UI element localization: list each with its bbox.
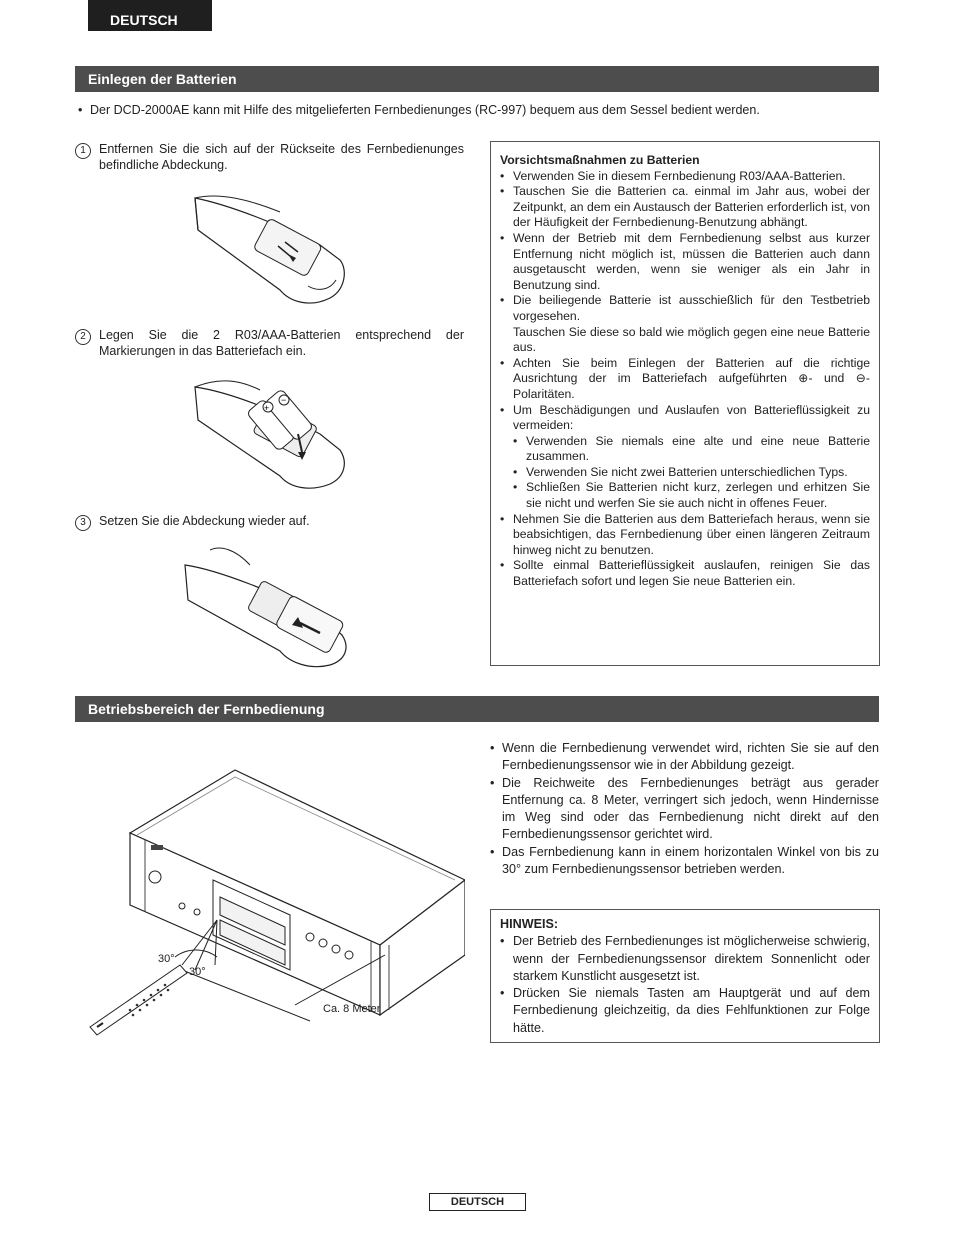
battery-insertion-illustration <box>190 372 345 497</box>
range-item: • Das Fernbedienung kann in einem horizontalen Winkel von bis zu 30° zum Fernbedienungssensor betrieben werden. <box>490 844 879 877</box>
caution-title: Vorsichtsmaßnahmen zu Batterien <box>500 153 700 167</box>
svg-text:−: − <box>281 395 287 405</box>
note-title: HINWEIS: <box>500 917 559 931</box>
cover-replacement-illustration <box>180 545 350 670</box>
caution-item: • Tauschen Sie die Batterien ca. einmal im Jahr aus, wobei der Zeitpunkt, an dem ein Austausch der Batterien erforderlich ist, von der Häufigkeit der Fernbedienung-Benutzung abhängt. <box>500 184 870 230</box>
caution-subitem: • Verwenden Sie nicht zwei Batterien unterschiedlichen Typs. <box>513 464 848 479</box>
step-2: 2 Legen Sie die 2 R03/AAA-Batterien entsprechend der Markierungen in das Batteriefach ein. <box>75 328 464 359</box>
remote-cover-removal-illustration <box>190 190 345 310</box>
step-number: 2 <box>75 329 91 345</box>
intro-paragraph: • Der DCD-2000AE kann mit Hilfe des mitgelieferten Fernbedienunges (RC-997) bequem aus dem Sessel bedient werden. <box>78 103 760 117</box>
angle-left-label: 30° <box>158 953 175 965</box>
caution-item: • Um Beschädigungen und Auslaufen von Batterieflüssigkeit zu vermeiden: <box>500 402 870 433</box>
note-box <box>490 909 880 1043</box>
angle-right-label: 30° <box>189 966 206 978</box>
step-number: 3 <box>75 515 91 531</box>
language-tab: DEUTSCH <box>88 0 212 31</box>
range-item: • Die Reichweite des Fernbedienunges beträgt aus gerader Entfernung ca. 8 Meter, verringert sich jedoch, wenn Hindernisse im Weg sind oder das Fernbedienung nicht direkt auf den Fernbedienungssensor gerichtet wird. <box>490 775 879 842</box>
caution-item: • Die beiliegende Batterie ist ausschießlich für den Testbetrieb vorgesehen. <box>500 293 870 323</box>
caution-subitem: • Verwenden Sie niemals eine alte und eine neue Batterie zusammen. <box>513 433 870 464</box>
section-title-range: Betriebsbereich der Fernbedienung <box>75 696 879 722</box>
distance-label: Ca. 8 Meter <box>323 1003 381 1015</box>
range-item: • Wenn die Fernbedienung verwendet wird, richten Sie sie auf den Fernbedienungssensor wie in der Abbildung gezeigt. <box>490 741 879 773</box>
caution-item: • Wenn der Betrieb mit dem Fernbedienung selbst aus kurzer Entfernung nicht möglich ist, müssen die Batterien auch dann ausgetauscht werden, wenn sie weniger als ein Jahr in Benutzung sind. <box>500 230 870 292</box>
caution-item-continued: Tauschen Sie diese so bald wie möglich gegen eine neue Batterie aus. <box>513 324 870 355</box>
battery-caution-box <box>490 141 880 666</box>
caution-item: • Achten Sie beim Einlegen der Batterien auf die richtige Ausrichtung der im Batteriefach aufgeführten ⊕- und ⊖-Polaritäten. <box>500 355 870 401</box>
note-item: • Drücken Sie niemals Tasten am Hauptgerät und auf dem Fernbedienung gleichzeitig, da dies Fehlfunktionen zur Folge hätte. <box>500 986 870 1035</box>
remote-range-illustration <box>85 765 465 1045</box>
footer-language-label: DEUTSCH <box>429 1193 526 1211</box>
note-item: • Der Betrieb des Fernbedienunges ist möglicherweise schwierig, wenn der Fernbedienungssensor direktem Sonnenlicht oder starkem Kunstlicht ausgesetzt ist. <box>500 934 870 983</box>
range-instructions <box>490 740 879 878</box>
caution-subitem: • Schließen Sie Batterien nicht kurz, zerlegen und erhitzen Sie sie nicht und werfen Sie sie auch nicht in offenes Feuer. <box>513 480 870 511</box>
caution-item: • Verwenden Sie in diesem Fernbedienung R03/AAA-Batterien. <box>500 168 846 183</box>
svg-text:+: + <box>264 403 270 413</box>
step-number: 1 <box>75 143 91 159</box>
step-3: 3 Setzen Sie die Abdeckung wieder auf. <box>75 514 464 531</box>
caution-item: • Sollte einmal Batterieflüssigkeit auslaufen, reinigen Sie das Batteriefach sofort und legen Sie neue Batterien ein. <box>500 558 870 589</box>
step-1: 1 Entfernen Sie die sich auf der Rückseite des Fernbedienunges befindliche Abdeckung. <box>75 142 464 173</box>
caution-item: • Nehmen Sie die Batterien aus dem Batteriefach heraus, wenn sie beabsichtigen, das Fernbedienung über einen längeren Zeitraum hinweg nicht zu benutzen. <box>500 511 870 557</box>
section-title-batteries: Einlegen der Batterien <box>75 66 879 92</box>
